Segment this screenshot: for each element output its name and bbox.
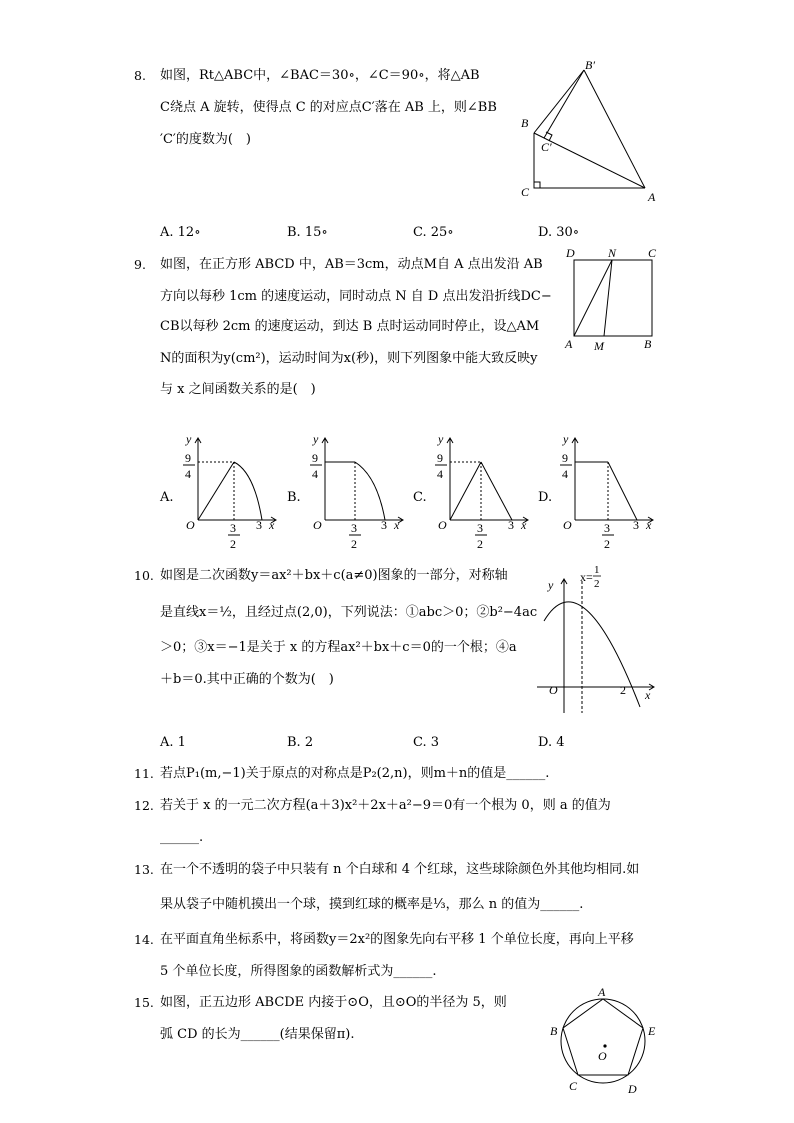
- q9-label-m: M: [594, 339, 604, 353]
- q9-graph-a-y-den: 4: [185, 467, 191, 481]
- q9-graph-d-x-end: 3: [633, 518, 639, 532]
- q8-line-3: ′C′的度数为( ): [160, 132, 251, 147]
- q9-graph-c-y-label: y: [438, 432, 444, 446]
- q9-graph-a-x-label: x: [269, 518, 275, 532]
- q9-graph-d-x-num: 3: [604, 521, 610, 535]
- q15-number: 15.: [134, 995, 154, 1010]
- q12-line-1: 若关于 x 的一元二次方程(a＋3)x²＋2x＋a²−9＝0有一个根为 0，则 a 的值为: [160, 798, 611, 813]
- q9-line-4: N的面积为y(cm²)，运动时间为x(秒)，则下列图象中能大致反映y: [160, 351, 538, 366]
- q14-line-2: 5 个单位长度，所得图象的函数解析式为______.: [160, 964, 437, 979]
- q9-label-d: D: [566, 246, 575, 260]
- q15-line-1: 如图，正五边形 ABCDE 内接于⊙O，且⊙O的半径为 5，则: [160, 995, 507, 1010]
- q9-graph-a-y-num: 9: [185, 451, 191, 465]
- q8-option-d: D. 30∘: [538, 225, 580, 240]
- q9-graph-b-y-num: 9: [312, 451, 318, 465]
- q10-y-label: y: [548, 578, 554, 592]
- q9-graph-b-origin: O: [313, 518, 322, 532]
- q9-option-b: B.: [287, 490, 301, 505]
- q9-graph-d-y-label: y: [563, 432, 569, 446]
- q9-graph-b-y-label: y: [313, 432, 319, 446]
- q9-line-5: 与 x 之间函数关系的是( ): [160, 382, 316, 397]
- q8-line-2: C绕点 A 旋转，使得点 C 的对应点C′落在 AB 上，则∠BB: [160, 100, 497, 115]
- q15-line-2: 弧 CD 的长为______(结果保留π).: [160, 1027, 355, 1042]
- q9-graph-b: [305, 428, 409, 556]
- q10-root-label: 2: [620, 683, 626, 697]
- q12-line-2: ______.: [160, 830, 204, 845]
- q13-line-1: 在一个不透明的袋子中只装有 n 个白球和 4 个红球，这些球除颜色外其他均相同.如: [160, 862, 640, 877]
- q15-label-e: E: [648, 1024, 656, 1038]
- q9-graph-d-x-den: 2: [604, 537, 610, 551]
- q9-graph-a-x-end: 3: [256, 518, 262, 532]
- q9-label-n: N: [608, 246, 617, 260]
- q10-option-c: C. 3: [413, 735, 440, 750]
- q15-label-a: A: [598, 985, 606, 999]
- q9-graph-a-y-label: y: [186, 432, 192, 446]
- q8-label-a: A: [648, 190, 656, 204]
- q10-axis-label: x=: [580, 570, 593, 584]
- q9-option-d: D.: [538, 490, 553, 505]
- q9-option-a: A.: [160, 490, 174, 505]
- q9-graph-d-origin: O: [563, 518, 572, 532]
- q9-graph-c-x-num: 3: [477, 521, 483, 535]
- q10-line-2: 是直线x＝½，且经过点(2,0)，下列说法：①abc＞0；②b²−4ac: [160, 605, 538, 620]
- q10-half-den: 2: [594, 578, 600, 590]
- q15-label-c: C: [569, 1079, 578, 1093]
- q8-label-c: C: [521, 185, 530, 199]
- q9-line-3: CB以每秒 2cm 的速度运动，到达 B 点时运动同时停止，设△AM: [160, 319, 540, 334]
- q11-text: 若点P₁(m,−1)关于原点的对称点是P₂(2,n)，则m＋n的值是______.: [160, 766, 550, 781]
- q9-graph-c: [430, 428, 534, 556]
- q15-label-o: O: [598, 1049, 607, 1063]
- q9-figure: [558, 243, 668, 355]
- q10-half-num: 1: [594, 564, 600, 576]
- q9-graph-c-origin: O: [438, 518, 447, 532]
- q13-line-2: 果从袋子中随机摸出一个球，摸到红球的概率是⅓，那么 n 的值为______.: [160, 897, 584, 912]
- q9-graph-a: [178, 428, 282, 556]
- q9-line-1: 如图，在正方形 ABCD 中，AB＝3cm，动点M自 A 点出发沿 AB: [160, 257, 543, 272]
- q10-x-label: x: [645, 688, 651, 702]
- q15-label-b: B: [550, 1024, 558, 1038]
- q9-line-2: 方向以每秒 1cm 的速度运动，同时动点 N 自 D 点出发沿折线DC−: [160, 289, 552, 304]
- q8-figure: [510, 55, 670, 210]
- q8-label-b: B: [521, 116, 529, 130]
- q9-graph-d-x-label: x: [646, 518, 652, 532]
- q9-graph-c-x-label: x: [521, 518, 527, 532]
- q8-option-a: A. 12∘: [160, 225, 201, 240]
- q9-graph-a-x-den: 2: [230, 537, 236, 551]
- q9-graph-d: [555, 428, 659, 556]
- q9-graph-b-x-den: 2: [351, 537, 357, 551]
- q8-label-cprime: C′: [541, 140, 552, 154]
- q11-number: 11.: [134, 766, 154, 781]
- q9-number: 9.: [134, 257, 146, 272]
- q9-graph-b-y-den: 4: [312, 467, 318, 481]
- q8-option-b: B. 15∘: [287, 225, 328, 240]
- q10-figure: [532, 563, 660, 718]
- q15-figure: [542, 983, 664, 1099]
- q10-line-4: ＋b＝0.其中正确的个数为( ): [160, 672, 334, 687]
- q10-origin: O: [549, 683, 558, 697]
- q10-option-d: D. 4: [538, 735, 565, 750]
- q10-option-b: B. 2: [287, 735, 314, 750]
- q8-line-1: 如图，Rt△ABC中，∠BAC＝30∘，∠C＝90∘，将△AB: [160, 68, 480, 83]
- q13-number: 13.: [134, 862, 154, 877]
- q9-graph-c-y-den: 4: [437, 467, 443, 481]
- q8-option-c: C. 25∘: [413, 225, 454, 240]
- q14-number: 14.: [134, 932, 154, 947]
- q8-label-bprime: B′: [585, 58, 595, 72]
- q15-label-d: D: [628, 1082, 637, 1096]
- q9-graph-a-origin: O: [186, 518, 195, 532]
- q9-graph-c-x-den: 2: [477, 537, 483, 551]
- q9-label-a: A: [565, 337, 573, 351]
- q9-graph-d-y-den: 4: [562, 467, 568, 481]
- q14-line-1: 在平面直角坐标系中，将函数y＝2x²的图象先向右平移 1 个单位长度，再向上平移: [160, 932, 634, 947]
- q9-label-b: B: [644, 337, 652, 351]
- q9-graph-b-x-end: 3: [381, 518, 387, 532]
- q10-line-3: ＞0；③x＝−1是关于 x 的方程ax²＋bx＋c＝0的一个根；④a: [160, 640, 517, 655]
- q9-option-c: C.: [413, 490, 427, 505]
- q8-number: 8.: [134, 68, 146, 83]
- q12-number: 12.: [134, 798, 154, 813]
- q9-graph-c-y-num: 9: [437, 451, 443, 465]
- q9-label-c: C: [648, 246, 657, 260]
- q10-line-1: 如图是二次函数y＝ax²＋bx＋c(a≠0)图象的一部分，对称轴: [160, 568, 508, 583]
- q9-graph-d-y-num: 9: [562, 451, 568, 465]
- q9-graph-c-x-end: 3: [508, 518, 514, 532]
- q10-number: 10.: [134, 568, 154, 583]
- q10-option-a: A. 1: [160, 735, 186, 750]
- q9-graph-b-x-num: 3: [351, 521, 357, 535]
- q9-graph-b-x-label: x: [394, 518, 400, 532]
- q9-graph-a-x-num: 3: [230, 521, 236, 535]
